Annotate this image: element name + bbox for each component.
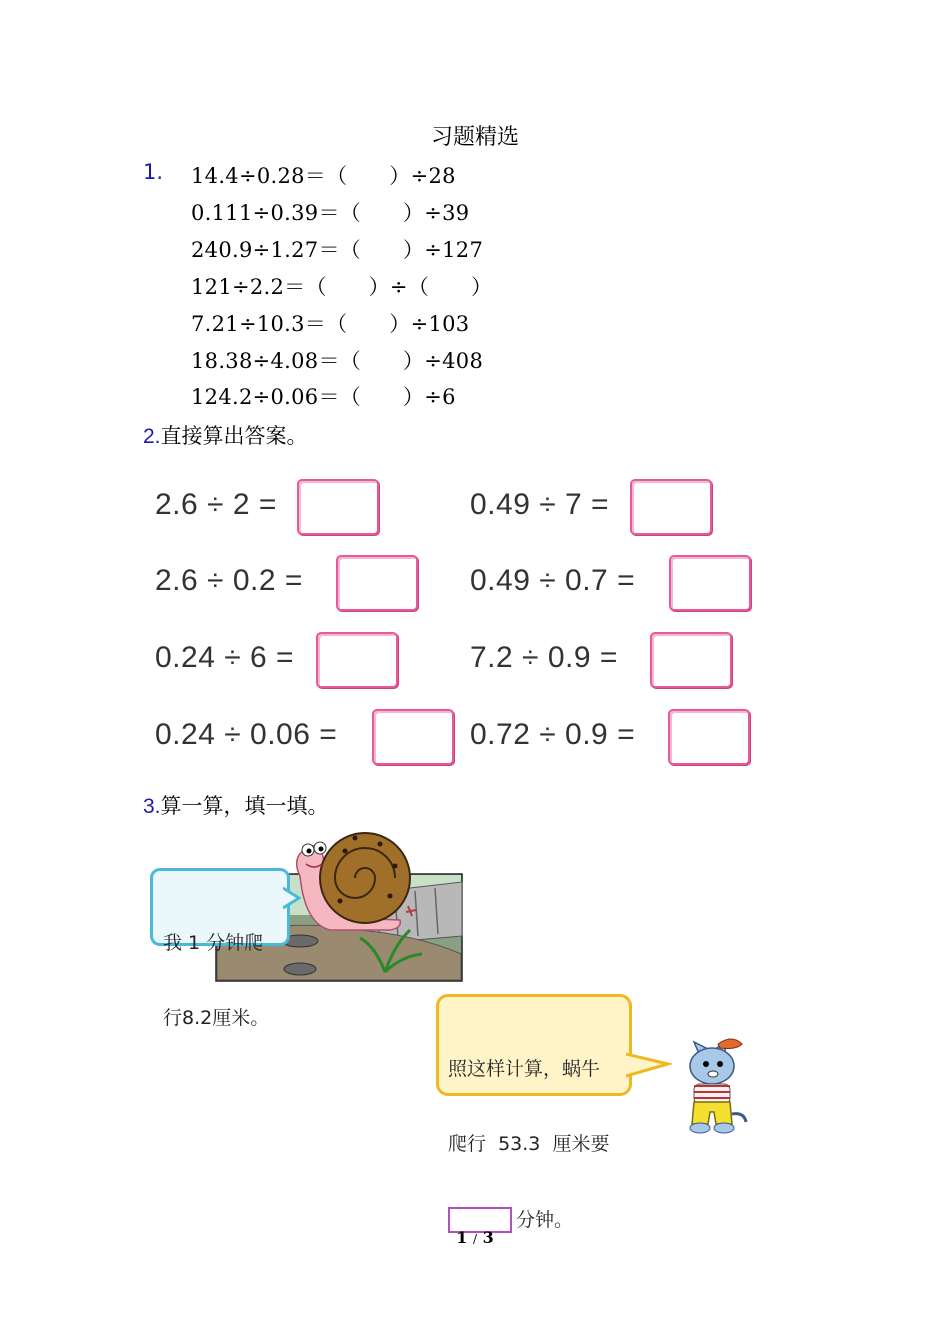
answer-box-5[interactable] — [316, 632, 398, 688]
question-2-heading — [143, 420, 308, 450]
snail-bubble-line-1: 我 1 分钟爬 — [163, 932, 264, 954]
calc-item-5: 0.24 ÷ 6 = — [155, 641, 295, 674]
calc-item-8: 0.72 ÷ 0.9 = — [470, 718, 636, 751]
question-1-number: 1. — [143, 160, 164, 184]
answer-box-6[interactable] — [650, 632, 732, 688]
answer-box-4[interactable] — [669, 555, 751, 611]
q1-line-7: 124.2÷0.06＝（ ）÷6 — [191, 385, 456, 409]
question-3-heading — [143, 790, 329, 820]
question-3-number: 3. — [143, 795, 161, 818]
q1-line-6: 18.38÷4.08＝（ ）÷408 — [191, 349, 484, 373]
q1-line-2: 0.111÷0.39＝（ ）÷39 — [191, 201, 470, 225]
cat-illustration — [680, 1032, 752, 1136]
calc-item-4: 0.49 ÷ 0.7 = — [470, 564, 636, 597]
answer-box-2[interactable] — [630, 479, 712, 535]
answer-box-8[interactable] — [668, 709, 750, 765]
cat-speech-bubble — [436, 994, 632, 1231]
calc-item-6: 7.2 ÷ 0.9 = — [470, 641, 618, 674]
answer-box-3[interactable] — [336, 555, 418, 611]
q1-line-1: 14.4÷0.28＝（ ）÷28 — [191, 164, 456, 188]
cat-bubble-line-1: 照这样计算，蜗牛 — [448, 1058, 601, 1080]
q1-line-5: 7.21÷10.3＝（ ）÷103 — [191, 312, 470, 336]
question-2-number: 2. — [143, 425, 161, 448]
calc-item-3: 2.6 ÷ 0.2 = — [155, 564, 303, 597]
question-2-text: 直接算出答案。 — [160, 424, 308, 448]
page-title: 习题精选 — [430, 125, 519, 150]
answer-box-7[interactable] — [372, 709, 454, 765]
question-3-text: 算一算，填一填。 — [160, 794, 329, 818]
cat-bubble-tail — [626, 1050, 672, 1080]
cat-bubble-line-2: 爬行 53.3 厘米要 — [448, 1133, 610, 1155]
page-number — [0, 1228, 950, 1247]
page-separator: / — [472, 1232, 478, 1246]
page-total: 3 — [482, 1228, 494, 1247]
q1-line-3: 240.9÷1.27＝（ ）÷127 — [191, 238, 484, 262]
snail-bubble-tail — [283, 884, 301, 914]
page-current: 1 — [456, 1228, 468, 1247]
snail-bubble-line-2: 行8.2厘米。 — [163, 1007, 270, 1029]
snail-speech-bubble — [150, 868, 290, 1029]
q1-line-4: 121÷2.2＝（ ）÷（ ） — [191, 275, 493, 299]
cat-bubble-line-3: 分钟。 — [516, 1208, 574, 1231]
calc-item-7: 0.24 ÷ 0.06 = — [155, 718, 338, 751]
calc-item-1: 2.6 ÷ 2 = — [155, 488, 277, 521]
calc-item-2: 0.49 ÷ 7 = — [470, 488, 610, 521]
answer-box-1[interactable] — [297, 479, 379, 535]
